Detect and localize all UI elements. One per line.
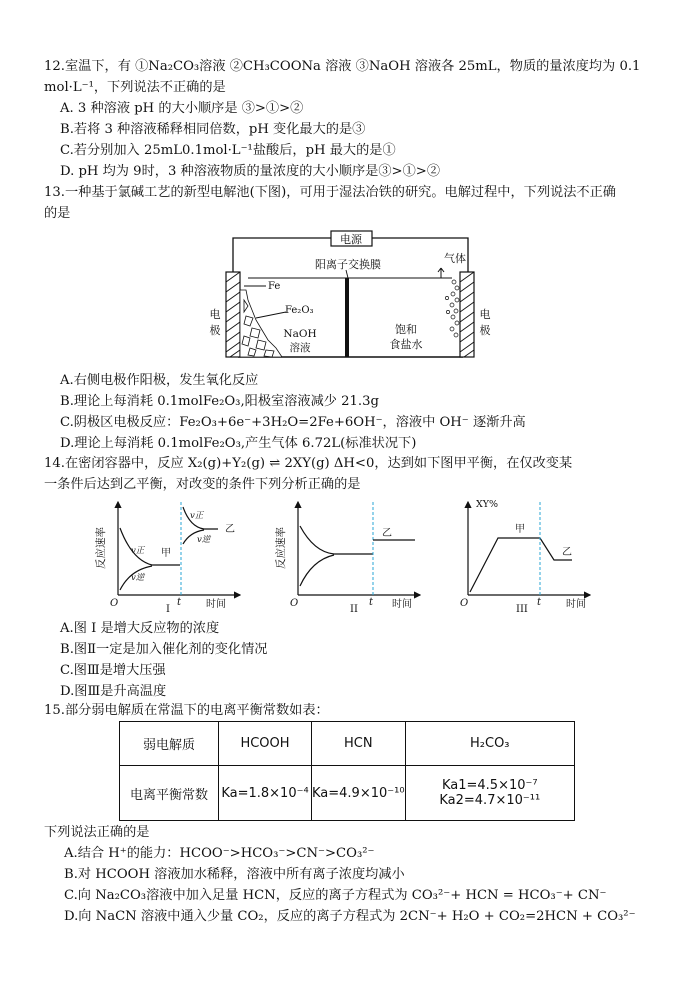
table-cell-h2co3-ka2: Ka2=4.7×10⁻¹¹ xyxy=(439,793,541,808)
ionization-constant-table xyxy=(119,721,575,821)
q14-option-c: C.图Ⅲ是增大压强 xyxy=(60,663,166,678)
graph-2-numeral: II xyxy=(350,604,358,615)
graph-1-origin: O xyxy=(110,598,119,609)
graph-1-v-zheng-curve xyxy=(120,528,180,565)
graph-2 xyxy=(274,502,420,615)
membrane-label: 阳离子交换膜 xyxy=(315,258,381,271)
q12-option-b: B.若将 3 种溶液稀释相同倍数，pH 变化最大的是③ xyxy=(60,122,366,137)
q14-stem-line2: 一条件后达到乙平衡，对改变的条件下列分析正确的是 xyxy=(44,477,361,492)
graph-1-v-ni-2: v逆 xyxy=(197,535,211,545)
graph-3-origin: O xyxy=(460,598,469,609)
q15-after-table: 下列说法正确的是 xyxy=(44,825,150,840)
graph-3-time: 时间 xyxy=(566,599,586,610)
right-electrode-label-2: 极 xyxy=(479,324,491,337)
q14-option-d: D.图Ⅲ是升高温度 xyxy=(60,684,167,699)
table-cell-h2co3-ka xyxy=(405,766,574,821)
left-electrode-label-2: 极 xyxy=(209,324,221,337)
table-header-h2co3: H₂CO₃ xyxy=(405,722,574,766)
power-source-label: 电源 xyxy=(340,233,362,246)
graph-1-numeral: I xyxy=(166,604,170,615)
q12-option-a: A. 3 种溶液 pH 的大小顺序是 ③>①>② xyxy=(60,101,304,116)
graph-2-time: 时间 xyxy=(392,599,412,610)
graph-2-origin: O xyxy=(290,598,299,609)
table-cell-h2co3-ka1: Ka1=4.5×10⁻⁷ xyxy=(441,778,538,793)
graph-3-yi: 乙 xyxy=(562,547,572,558)
q13-stem-line2: 的是 xyxy=(44,206,71,221)
q13-option-c: C.阴极区电极反应：Fe₂O₃+6e⁻+3H₂O=2Fe+6OH⁻，溶液中 OH⁻ 逐渐升高 xyxy=(60,415,526,430)
graph-2-upper-curve xyxy=(300,526,373,554)
brine-label-1: 饱和 xyxy=(395,323,417,336)
graph-1-v-zheng-2: v正 xyxy=(190,511,204,521)
table-cell-hcn-ka: Ka=4.9×10⁻¹⁰ xyxy=(312,766,406,821)
naoh-label-2: 溶液 xyxy=(289,342,311,354)
table-cell-hcooh-ka: Ka=1.8×10⁻⁴ xyxy=(219,766,312,821)
q15-option-b: B.对 HCOOH 溶液加水稀释，溶液中所有离子浓度均减小 xyxy=(64,867,405,882)
table-row-label: 电离平衡常数 xyxy=(120,766,219,821)
q12-option-c: C.若分别加入 25mL0.1mol·L⁻¹盐酸后，pH 最大的是① xyxy=(60,143,396,158)
q12-stem-line1: 12.室温下，有 ①Na₂CO₃溶液 ②CH₃COONa 溶液 ③NaOH 溶液各 25mL，物质的量浓度均为 0.1 xyxy=(44,59,641,74)
graph-3 xyxy=(460,499,590,615)
q13-option-b: B.理论上每消耗 0.1molFe₂O₃,阳极室溶液减少 21.3g xyxy=(60,394,379,409)
fe-label: Fe xyxy=(268,281,281,292)
graph-2-lower-curve xyxy=(300,555,334,586)
q15-option-c: C.向 Na₂CO₃溶液中加入足量 HCN，反应的离子方程式为 CO₃²⁻+ HCN = HCO₃⁻+ CN⁻ xyxy=(64,888,607,903)
graph-3-jia: 甲 xyxy=(515,524,525,535)
gas-label: 气体 xyxy=(444,252,466,265)
q13-option-d: D.理论上每消耗 0.1molFe₂O₃,产生气体 6.72L(标准状况下) xyxy=(60,436,417,451)
graph-1-ylabel: 反应速率 xyxy=(95,527,107,569)
graph-1-yi: 乙 xyxy=(225,524,235,535)
q12-option-d: D. pH 均为 9时，3 种溶液物质的量浓度的大小顺序是③>①>② xyxy=(60,164,441,179)
graph-2-yi: 乙 xyxy=(382,528,392,539)
fe2o3-label: Fe₂O₃ xyxy=(285,305,314,316)
graph-1-jia: 甲 xyxy=(161,548,171,559)
graph-3-ylabel: XY% xyxy=(476,499,499,510)
table-header-electrolyte: 弱电解质 xyxy=(120,722,219,766)
q14-stem-line1: 14.在密闭容器中，反应 X₂(g)+Y₂(g) ⇌ 2XY(g) ΔH<0，达到如下图甲平衡，在仅改变某 xyxy=(44,456,573,471)
right-electrode-label-1: 电 xyxy=(479,308,491,321)
graph-1-time: 时间 xyxy=(206,599,226,610)
q14-option-b: B.图Ⅱ一定是加入催化剂的变化情况 xyxy=(60,642,268,657)
left-electrode-label-1: 电 xyxy=(209,308,221,321)
q15-option-d: D.向 NaCN 溶液中通入少量 CO₂，反应的离子方程式为 2CN⁻+ H₂O + CO₂=2HCN + CO₃²⁻ xyxy=(64,909,636,924)
graph-1-t: t xyxy=(177,597,182,608)
graph-2-t: t xyxy=(369,597,374,608)
graph-1-v-zheng: v正 xyxy=(131,546,145,556)
table-header-hcn: HCN xyxy=(312,722,406,766)
graph-3-numeral: III xyxy=(516,604,528,615)
graph-3-t: t xyxy=(537,597,542,608)
graph-2-ylabel: 反应速率 xyxy=(275,527,287,569)
q13-option-a: A.右侧电极作阳极，发生氧化反应 xyxy=(60,373,259,388)
q15-stem: 15.部分弱电解质在常温下的电离平衡常数如表： xyxy=(44,703,329,718)
q12-stem-line2: mol·L⁻¹，下列说法不正确的是 xyxy=(44,80,226,95)
graph-1-v-ni: v逆 xyxy=(131,573,145,583)
graph-1 xyxy=(94,502,240,615)
q14-option-a: A.图 I 是增大反应物的浓度 xyxy=(60,621,220,636)
table-header-hcooh: HCOOH xyxy=(219,722,312,766)
q15-option-a: A.结合 H⁺的能力：HCOO⁻>HCO₃⁻>CN⁻>CO₃²⁻ xyxy=(64,846,375,861)
brine-label-2: 食盐水 xyxy=(389,338,423,351)
naoh-label-1: NaOH xyxy=(283,328,317,340)
graph-3-xy-curve xyxy=(470,538,572,592)
q13-stem-line1: 13.一种基于氯碱工艺的新型电解池(下图)，可用于湿法冶铁的研究。电解过程中，下列说法不正确 xyxy=(44,185,616,200)
